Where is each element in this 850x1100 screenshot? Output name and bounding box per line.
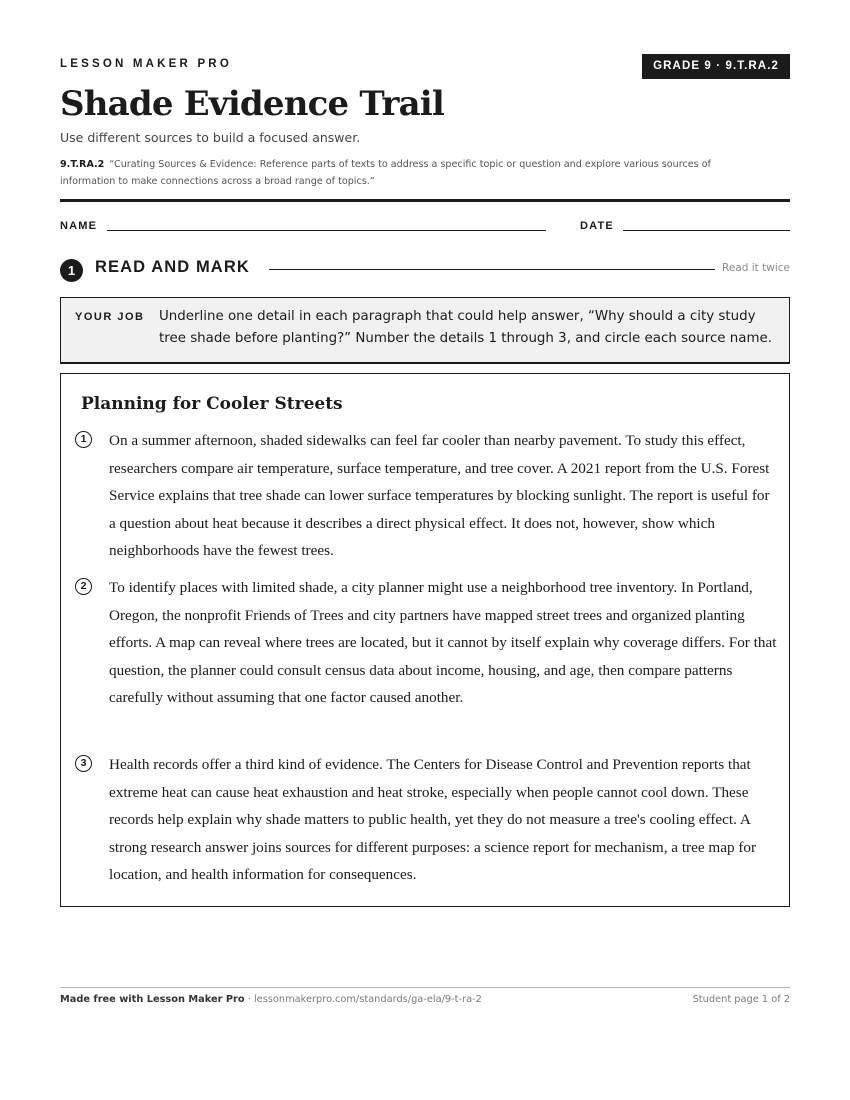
step-note: Read it twice <box>722 262 790 274</box>
date-label: DATE <box>580 220 614 232</box>
header-divider <box>60 199 790 202</box>
job-text: Underline one detail in each paragraph that could help answer, “Why should a city study tree shade before planting?” Number the details 1 through 3, and circle each source name. <box>159 309 773 346</box>
standard-text: “Curating Sources & Evidence: Reference parts of texts to address a specific topic or question and explore various sources of information to make connections across a broad range of topics.” <box>60 159 711 187</box>
page-title: Shade Evidence Trail <box>60 84 445 124</box>
brand-name: LESSON MAKER PRO <box>60 58 232 70</box>
footer-made-with: Made free with Lesson Maker Pro <box>60 994 245 1005</box>
reading-title: Planning for Cooler Streets <box>81 394 343 414</box>
step-number-badge: 1 <box>60 259 83 282</box>
step-title: READ AND MARK <box>95 258 250 276</box>
standard-code: 9.T.RA.2 <box>60 159 105 170</box>
standard-description <box>60 156 760 190</box>
page-subtitle: Use different sources to build a focused answer. <box>60 130 361 145</box>
footer-credit <box>60 994 482 1005</box>
footer-divider <box>60 987 790 988</box>
footer-page-number: Student page 1 of 2 <box>692 994 790 1005</box>
date-field[interactable] <box>623 230 790 231</box>
paragraph-number-3: 3 <box>75 755 92 772</box>
step-divider <box>269 269 715 270</box>
footer-url[interactable]: · lessonmakerpro.com/standards/ga-ela/9-t-ra-2 <box>244 994 482 1005</box>
reading-passage-box <box>60 373 790 907</box>
job-instructions-box <box>60 297 790 364</box>
name-field[interactable] <box>107 230 546 231</box>
job-label: YOUR JOB <box>75 311 145 323</box>
name-label: NAME <box>60 220 98 232</box>
paragraph-text-1[interactable]: On a summer afternoon, shaded sidewalks can feel far cooler than nearby pavement. To study this effect, researchers compare air temperature, surface temperature, and tree cover. A 2021 report from the U.S. Forest Service explains that tree shade can lower surface temperatures by blocking sunlight. The report is useful for a question about heat because it describes a direct physical effect. It does not, however, show which neighborhoods have the fewest trees. <box>109 432 770 560</box>
paragraph-text-2[interactable]: To identify places with limited shade, a city planner might use a neighborhood tree inventory. In Portland, Oregon, the nonprofit Friends of Trees and city partners have mapped street trees and organized planting efforts. A map can reveal where trees are located, but it cannot by itself explain why coverage differs. For that question, the planner could consult census data about income, housing, and age, then compare patterns carefully without assuming that one factor caused another. <box>109 579 777 707</box>
paragraph-number-2: 2 <box>75 578 92 595</box>
grade-badge: GRADE 9 · 9.T.RA.2 <box>642 54 790 79</box>
worksheet-page <box>60 0 790 1100</box>
paragraph-text-3[interactable]: Health records offer a third kind of evidence. The Centers for Disease Control and Prevention reports that extreme heat can cause heat exhaustion and heat stroke, especially when people cannot cool down. These records help explain why shade matters to public health, yet they do not measure a tree's cooling effect. A strong research answer joins sources for different purposes: a science report for mechanism, a tree map for location, and health information for consequences. <box>109 756 757 884</box>
paragraph-number-1: 1 <box>75 431 92 448</box>
